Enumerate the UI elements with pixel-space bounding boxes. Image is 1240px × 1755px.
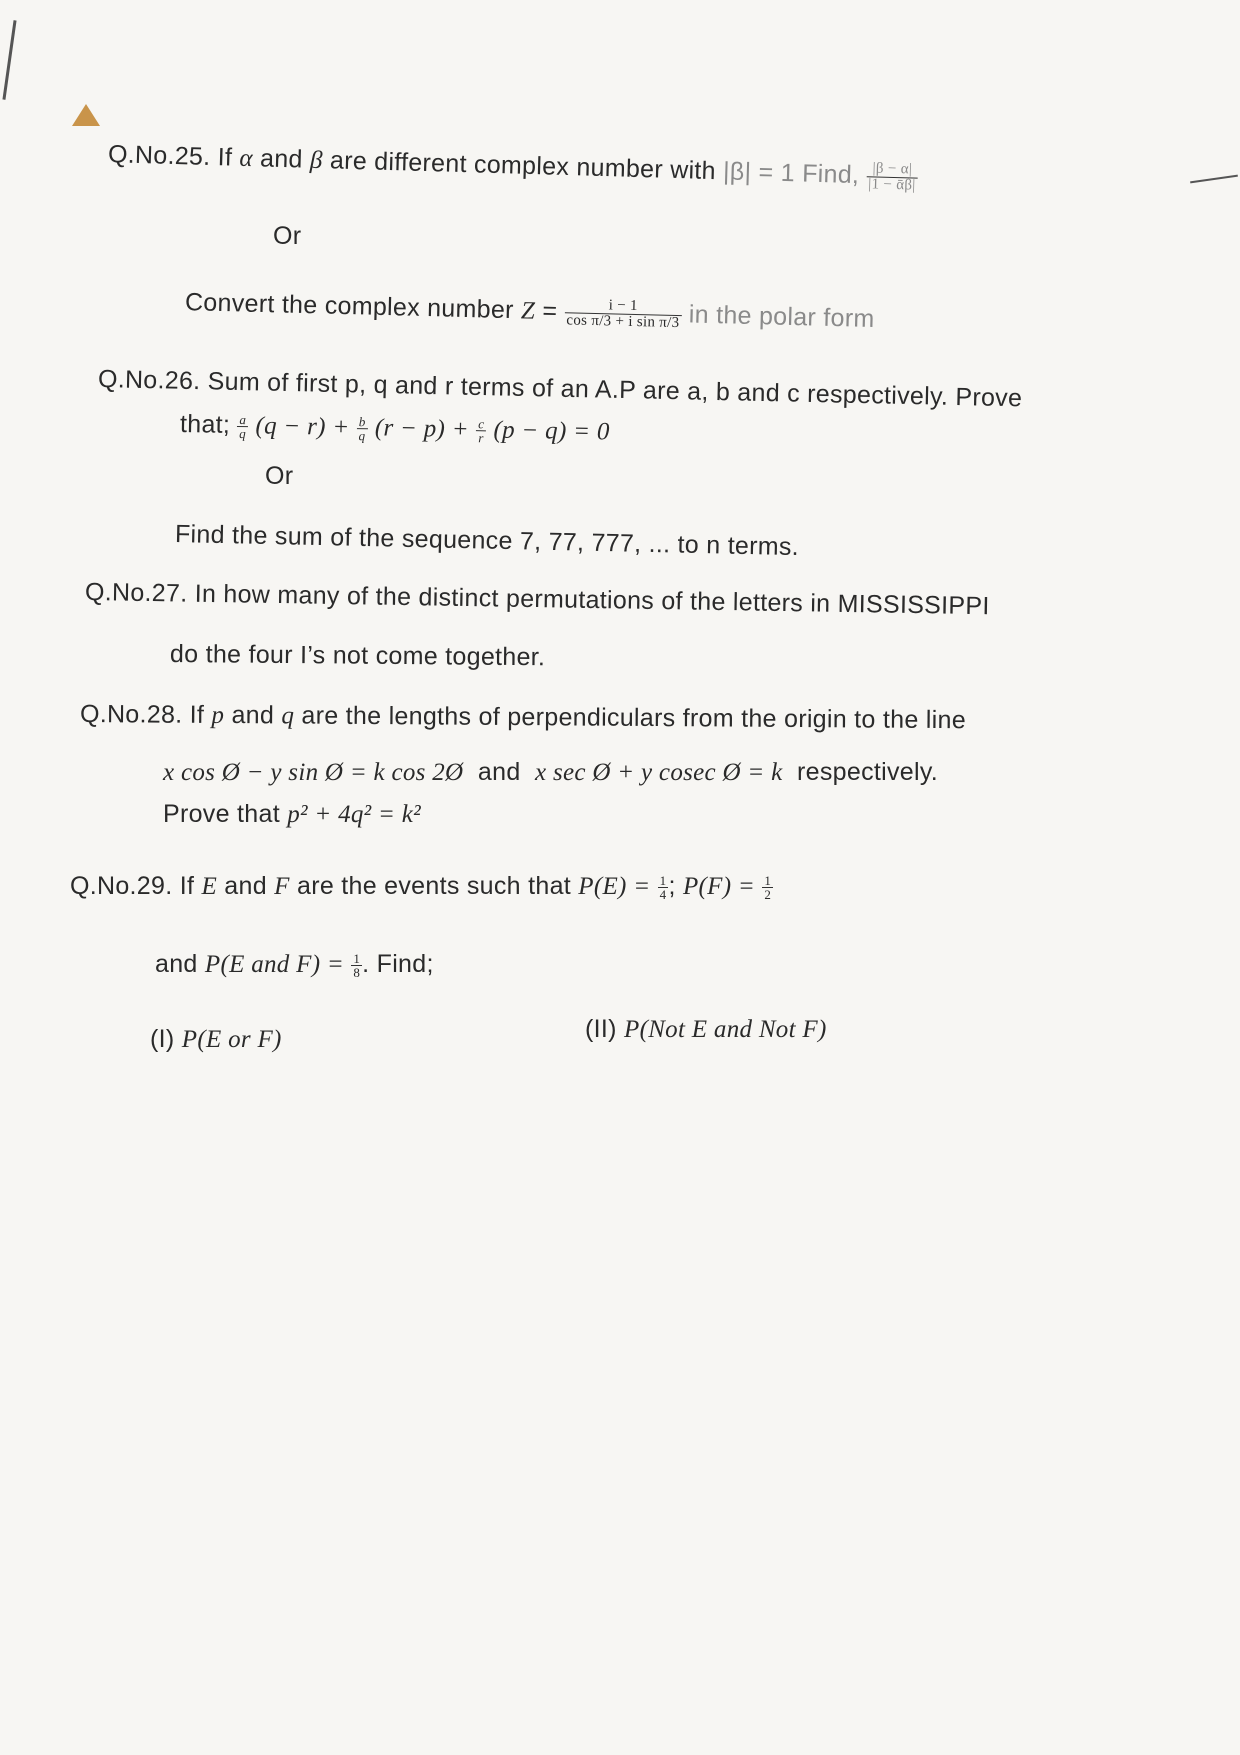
q25-alt-line: Convert the complex number Z = $\frac{i - 1}{\text{cos π/3 + i sin π/3}}$ in the polar form bbox=[184, 288, 875, 333]
scan-edge-mark bbox=[1190, 175, 1238, 184]
q27-label: Q.No.27. bbox=[84, 578, 188, 608]
q28-prove: Prove that p² + 4q² = k² bbox=[163, 800, 421, 828]
q25-line: Q.No.25. If α and β are different complex number with |β| = 1 Find, $\frac{|\beta - \alpha|}{\text{|1 − ᾱβ|}}$ bbox=[108, 140, 919, 194]
q28-label: Q.No.28. bbox=[79, 700, 183, 729]
q26-line: Q.No.26. Sum of first p, q and r terms of an A.P are a, b and c respectively. Prove bbox=[97, 365, 1023, 413]
q26-or: Or bbox=[265, 462, 294, 490]
q25-fraction: $\frac{|\beta - \alpha|}{\text{|1 − ᾱβ|}}$ bbox=[868, 160, 916, 194]
q27-line1: Q.No.27. In how many of the distinct permutations of the letters in MISSISSIPPI bbox=[84, 578, 990, 621]
q25-label: Q.No.25. bbox=[107, 140, 211, 171]
q29-part1: (I) P(E or F) bbox=[150, 1025, 282, 1053]
q29-part2: (II) P(Not E and Not F) bbox=[585, 1015, 827, 1043]
q28-equations: x cos Ø − y sin Ø = k cos 2Ø and x sec Ø + y cosec Ø = k respectively. bbox=[163, 758, 939, 786]
q28-line1: Q.No.28. If p and q are the lengths of perpendiculars from the origin to the line bbox=[79, 700, 967, 735]
q29-line2: and P(E and F) = $\frac{1}{8}$ . Find; bbox=[155, 950, 434, 980]
scan-pen-mark bbox=[2, 20, 16, 100]
q27-line2: do the four I’s not come together. bbox=[169, 640, 546, 672]
q26-alt: Find the sum of the sequence 7, 77, 777, ... to n terms. bbox=[174, 520, 800, 562]
q29-line1: Q.No.29. If E and F are the events such that P(E) = $\frac{1}{4}$ ; P(F) = $\frac{1}{2}$ bbox=[70, 872, 772, 902]
q25-alt-fraction: $\frac{i - 1}{\text{cos π/3 + i sin π/3}}$ bbox=[566, 297, 680, 332]
q26-equation: that; $\frac{a}{q}$ (q − r) + $\frac{b}{q}$ (r − p) + $\frac{c}{r}$ (p − q) = 0 bbox=[179, 410, 610, 446]
q26-label: Q.No.26. bbox=[97, 365, 201, 396]
q25-or: Or bbox=[273, 222, 302, 250]
bookmark-icon bbox=[72, 104, 100, 126]
q29-label: Q.No.29. bbox=[70, 872, 173, 900]
